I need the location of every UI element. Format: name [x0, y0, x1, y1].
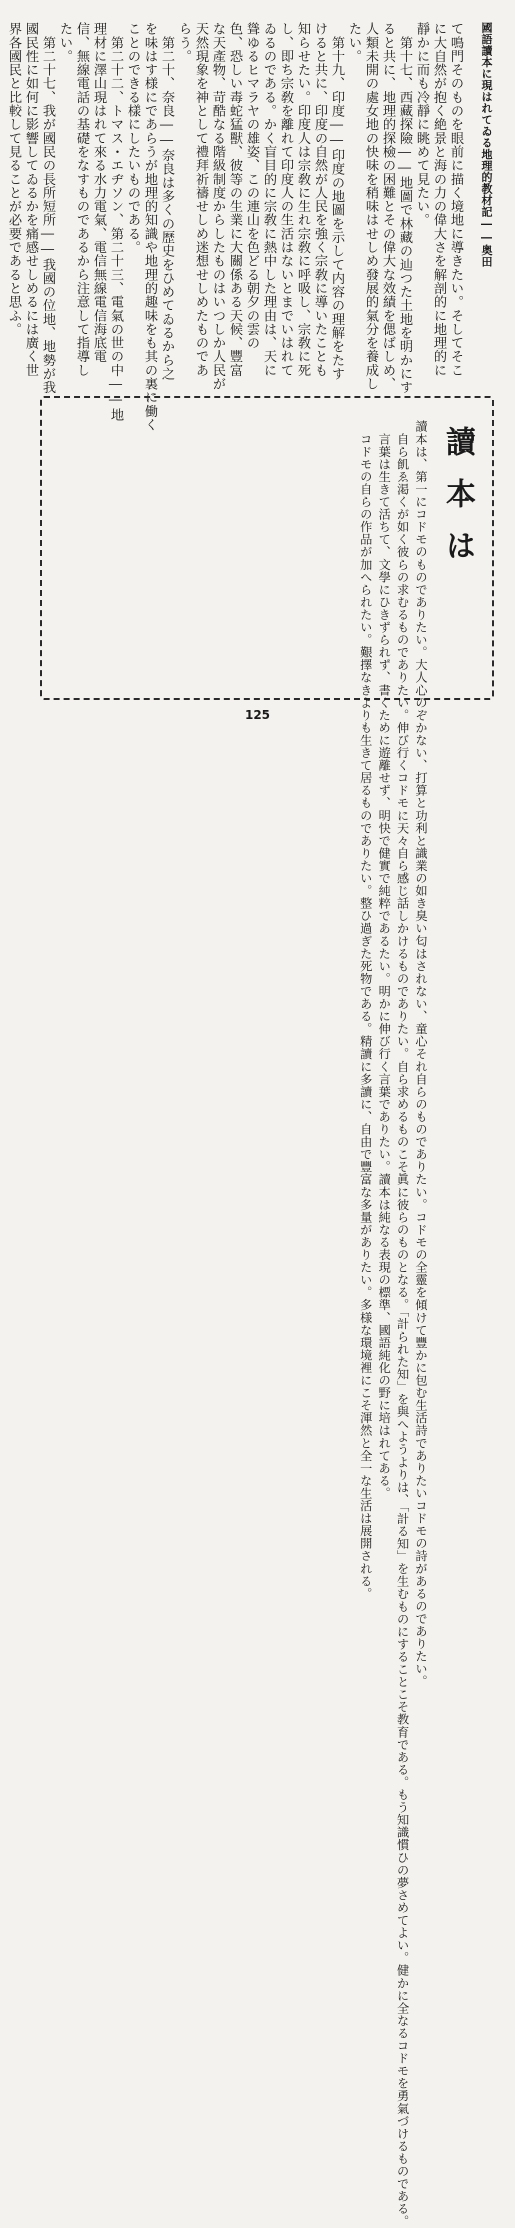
- running-head: 國語讀本に現はれてゐる地理的教材記――奥田: [480, 22, 493, 268]
- box-title: 讀本は: [440, 426, 475, 582]
- box-body: 讀本は、第一にコドモのものでありたい。大人心のぞかない、打算と功利と識業の如き臭い匂はされない、童心それ自らのものでありたい。コドモの全靈を傾けて豐かに包む生活詩でありたいコドモの詩があるのでありたい。 自ら飢ゑ渇くが如く彼らの求むるものでありたい。伸び行くコドモに天々自ら感じ話しかけるものでありたい。自ら求めるものこそ眞に彼らのものとなる。「計られた知」を與へようよりは、「計る知」を生むものにすることこそ教育である。もう知識慣ひの夢さめてよい。健かに全なるコドモを勇氣づけるものである。 言葉は生きて活ちて、文學にひきずられず、書くために遊離せず、明快で健實で純粹であるたい。明かに伸び行く言葉でありたい。讀本は純なる表現の標準、國語純化の野に培はれてある。 コドモの自らの作品が加へられたい。艱擇なきよりも生きて居るものでありたい。整ひ過ぎた死物である。精讀に多讀に、自由で豐富な多量がありたい。多様な環境裡にこそ渾然と全一な生活は展開される。: [358, 420, 428, 2228]
- page-number: 125: [244, 708, 271, 722]
- article-body: て鳴門そのものを眼前に描く境地に導きたい。そしてそこ に大自然が抱く絶景と海の力の偉大さを解剖的に地理的に 靜かに而も冷靜に眺めて見たい。 第十七、西藏探險――地圖で林藏の辿つた土地を明かにす ると共に、地理的探檢の困難とその偉大な效績を偲ばしめ、 人類未開の處女地の快味を稍味はせしめ發展的氣分を養成し たい。 第十九、印度――印度の地圖を示して内容の理解をたす けると共に、印度の自然が人民を強く宗敎に導いたことも 知らせたい。印度人は宗敎に生れ宗敎に呼吸し、宗敎に死 し、即ち宗敎を離れて印度人の生活はないとまでいはれて ゐるのである。かく盲目的に宗敎に熱中した理由は、天に 聳ゆるヒマラヤの雄姿、この連山を色どる朝夕の雲の 色、恐しい毒蛇猛獸、彼等の生業に大關係ある天候、豐富 な天產物、苛酷なる階級制度からしたものはいつしか人民が 天然現象を神として禮拜祈禱せしめ迷想せしめたものであ らう。 第二十、奈良――奈良は多くの歷史をひめてゐるから之 を味はす様にであらうが地理的知識や地理的趣味をも其の裏に働く ことのできる樣にしたいものである。 第二十二、トマス・エヂソン、第二十三、電氣の世の中――地 理材に澤山現はれて來る水力電氣、電信無線電信海底電 信、無線電話の基礎をなすものであるから注意して指導し たい。 第二十七、我が國民の長所短所――我國の位地、地勢が我 國民性に如何に影響してゐるかを痛感せしめるには廣く世 界各國民と比較して見ることが必要であると思ふ。: [6, 22, 463, 432]
